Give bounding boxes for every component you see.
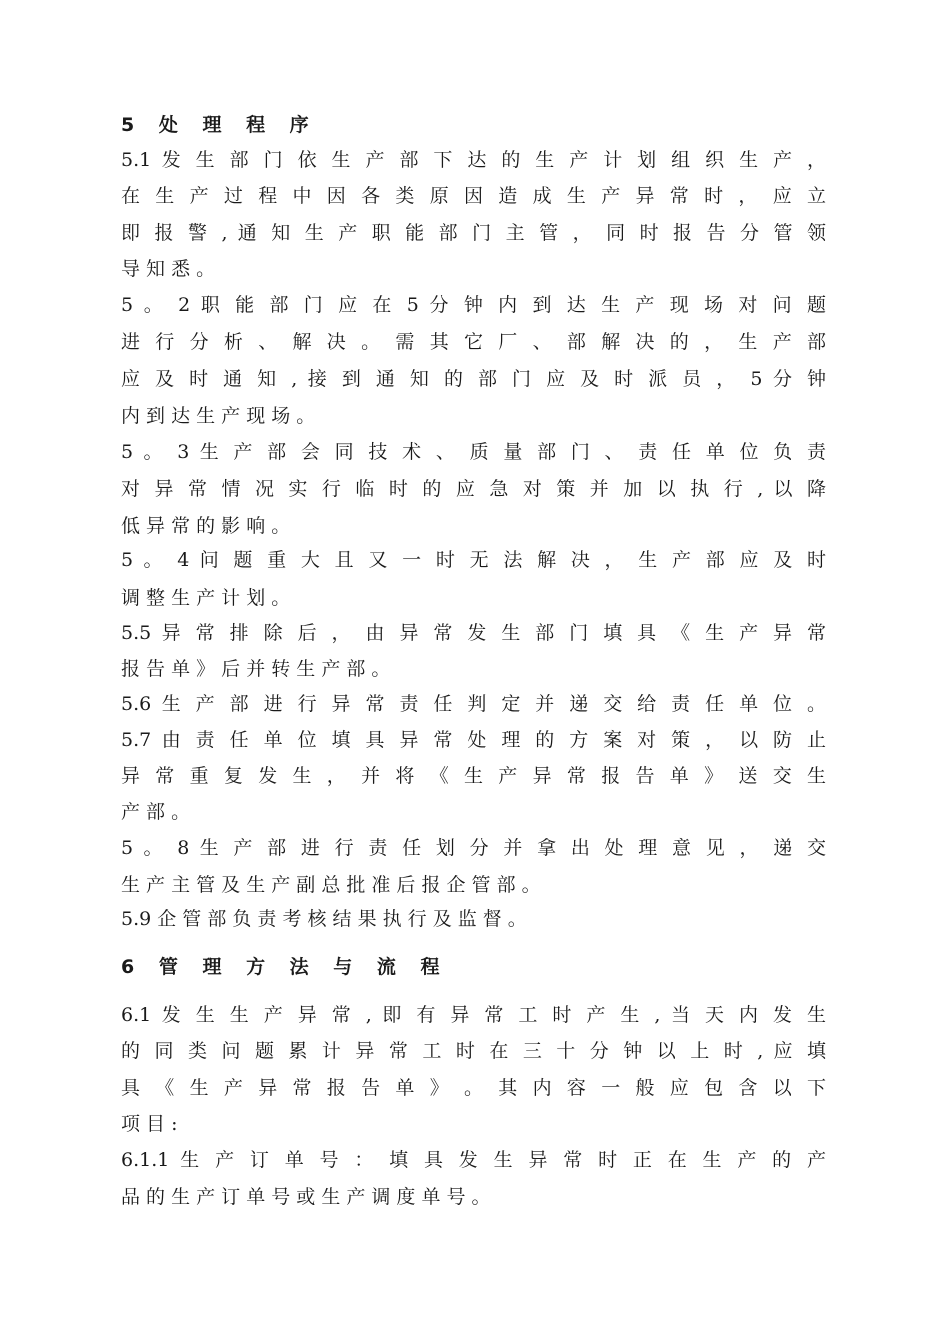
text-line: 即 报 警 , 通 知 生 产 职 能 部 门 主 管 ， 同 时 报 告 分 管 领 [121,222,826,244]
text-line: 进 行 分 析 、 解 决 。 需 其 它 厂 、 部 解 决 的 ， 生 产 部 [121,331,826,353]
text-line: 低 异 常 的 影 响 。 [121,515,291,537]
text-line: 5 。 8 生 产 部 进 行 责 任 划 分 并 拿 出 处 理 意 见 ， 递 交 [121,837,826,859]
text-line: 生 产 主 管 及 生 产 副 总 批 准 后 报 企 管 部 。 [121,874,541,896]
text-line: 报 告 单 》 后 并 转 生 产 部 。 [121,658,391,680]
text-line: 5.1 发 生 部 门 依 生 产 部 下 达 的 生 产 计 划 组 织 生 产 ， [121,149,826,171]
section-6-heading: 6 管 理 方 法 与 流 程 [121,956,449,978]
text-line: 5 。 4 问 题 重 大 且 又 一 时 无 法 解 决 ， 生 产 部 应 及 时 [121,549,826,571]
text-line: 导 知 悉 。 [121,258,216,280]
text-line: 5 。 3 生 产 部 会 同 技 术 、 质 量 部 门 、 责 任 单 位 负 责 [121,441,826,463]
text-line: 5.6 生 产 部 进 行 异 常 责 任 判 定 并 递 交 给 责 任 单 位 。 [121,693,826,715]
section-5-heading: 5 处 理 程 序 [121,114,318,136]
text-line: 异 常 重 复 发 生 ， 并 将 《 生 产 异 常 报 告 单 》 送 交 生 [121,765,826,787]
text-line: 5.7 由 责 任 单 位 填 具 异 常 处 理 的 方 案 对 策 ， 以 防 止 [121,729,826,751]
text-line: 项 目 : [121,1113,178,1135]
text-line: 应 及 时 通 知 , 接 到 通 知 的 部 门 应 及 时 派 员 ， 5 分 钟 [121,368,826,390]
text-line: 的 同 类 问 题 累 计 异 常 工 时 在 三 十 分 钟 以 上 时 , 应 填 [121,1040,826,1062]
text-line: 具 《 生 产 异 常 报 告 单 》 。 其 内 容 一 般 应 包 含 以 下 [121,1077,826,1099]
text-line: 调 整 生 产 计 划 。 [121,587,291,609]
text-line: 5.9 企 管 部 负 责 考 核 结 果 执 行 及 监 督 。 [121,908,527,930]
text-line: 对 异 常 情 况 实 行 临 时 的 应 急 对 策 并 加 以 执 行 , 以 降 [121,478,826,500]
text-line: 品 的 生 产 订 单 号 或 生 产 调 度 单 号 。 [121,1186,491,1208]
text-line: 6.1.1 生 产 订 单 号 ： 填 具 发 生 异 常 时 正 在 生 产 的 产 [121,1149,826,1171]
text-line: 产 部 。 [121,801,191,823]
text-line: 5 。 2 职 能 部 门 应 在 5 分 钟 内 到 达 生 产 现 场 对 问 题 [121,294,826,316]
text-line: 在 生 产 过 程 中 因 各 类 原 因 造 成 生 产 异 常 时 ， 应 立 [121,185,826,207]
text-line: 6.1 发 生 生 产 异 常 , 即 有 异 常 工 时 产 生 , 当 天 内 发 生 [121,1004,826,1026]
text-line: 内 到 达 生 产 现 场 。 [121,405,316,427]
text-line: 5.5 异 常 排 除 后 ， 由 异 常 发 生 部 门 填 具 《 生 产 异 常 [121,622,826,644]
